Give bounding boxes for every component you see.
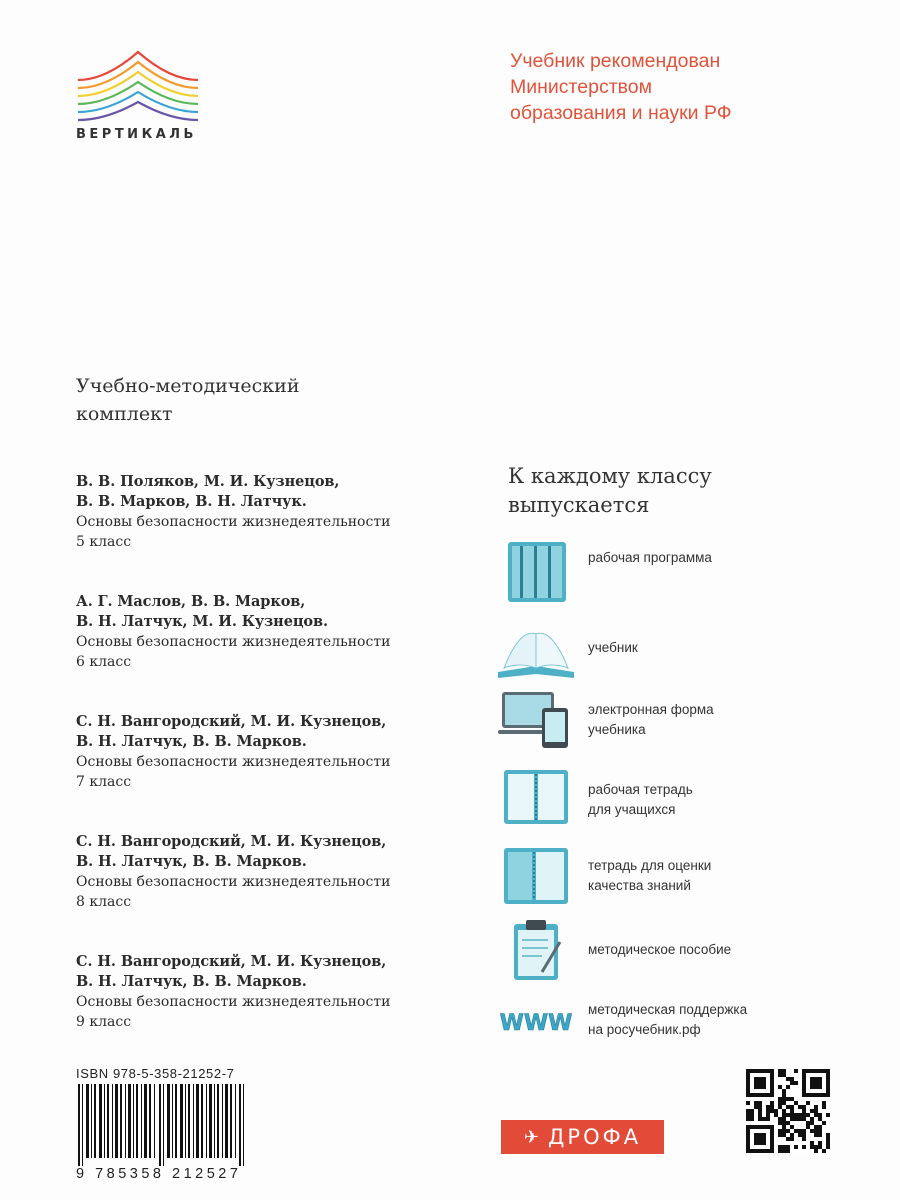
kit-subject: Основы безопасности жизнедеятельности [76, 514, 391, 530]
recommendation-line: образования и науки РФ [510, 102, 732, 124]
publisher-name: ДРОФА [548, 1125, 642, 1149]
kit-item [76, 472, 436, 592]
notebook-icon [496, 844, 576, 908]
kit-item [76, 592, 436, 712]
kit-item [76, 832, 436, 952]
kit-title-line: Учебно-методический [76, 375, 300, 397]
recommendation-line: Учебник рекомендован [510, 50, 721, 72]
kit-grade: 5 класс [76, 534, 132, 550]
kit-grade: 7 класс [76, 774, 132, 790]
kit-authors: В. В. Марков, В. Н. Латчук. [76, 493, 307, 510]
kit-grade: 9 класс [76, 1014, 132, 1030]
drofa-bird-icon: ✈ [523, 1126, 543, 1148]
product-label: методическая поддержка [588, 1002, 748, 1017]
qr-code-icon [746, 1069, 830, 1153]
product-item [496, 918, 826, 982]
logo-wordmark: ВЕРТИКАЛЬ [76, 127, 197, 142]
kit-grade: 8 класс [76, 894, 132, 910]
kit-authors: В. Н. Латчук, М. И. Кузнецов. [76, 613, 328, 630]
clipboard-icon [496, 918, 576, 982]
product-label: качества знаний [588, 878, 691, 893]
product-label: рабочая программа [588, 550, 712, 565]
isbn: ISBN 978-5-358-21252-7 [76, 1066, 235, 1081]
kit-authors: В. В. Поляков, М. И. Кузнецов, [76, 473, 340, 490]
kit-subject: Основы безопасности жизнедеятельности [76, 634, 391, 650]
kit-item [76, 712, 436, 832]
workbook-icon [496, 764, 576, 828]
recommendation-line: Министерством [510, 76, 653, 98]
recommendation-text [510, 48, 830, 126]
release-title [508, 462, 808, 520]
release-title-line: К каждому классу [508, 464, 712, 488]
kit-title [76, 372, 376, 428]
kit-authors: В. Н. Латчук, В. В. Марков. [76, 733, 307, 750]
kit-subject: Основы безопасности жизнедеятельности [76, 994, 391, 1010]
product-item [496, 540, 826, 604]
kit-authors: С. Н. Вангородский, М. И. Кузнецов, [76, 833, 387, 850]
product-item [496, 620, 826, 684]
open-book-icon [496, 620, 576, 684]
release-title-line: выпускается [508, 493, 650, 517]
product-item [496, 990, 826, 1054]
barcode-icon [76, 1084, 250, 1166]
kit-title-line: комплект [76, 403, 173, 425]
kit-authors: А. Г. Маслов, В. В. Марков, [76, 593, 306, 610]
publisher-logo [501, 1120, 664, 1154]
kit-authors: С. Н. Вангородский, М. И. Кузнецов, [76, 953, 387, 970]
svg-text:WWW: WWW [499, 1011, 573, 1036]
product-label: электронная форма [588, 702, 714, 717]
barcode-digits: 9 785358 212527 [76, 1166, 242, 1182]
kit-authors: В. Н. Латчук, В. В. Марков. [76, 853, 307, 870]
kit-subject: Основы безопасности жизнедеятельности [76, 874, 391, 890]
product-label: на росучебник.рф [588, 1022, 701, 1037]
product-label: для учащихся [588, 802, 676, 817]
binder-icon [496, 540, 576, 604]
product-item [496, 764, 826, 828]
kit-list [76, 472, 436, 1072]
product-label: рабочая тетрадь [588, 782, 693, 797]
kit-subject: Основы безопасности жизнедеятельности [76, 754, 391, 770]
kit-grade: 6 класс [76, 654, 132, 670]
product-label: учебник [588, 640, 638, 655]
kit-authors: С. Н. Вангородский, М. И. Кузнецов, [76, 713, 387, 730]
devices-icon [496, 688, 576, 752]
product-label: учебника [588, 722, 646, 737]
kit-item [76, 952, 436, 1072]
kit-authors: В. Н. Латчук, В. В. Марков. [76, 973, 307, 990]
product-label: тетрадь для оценки [588, 858, 712, 873]
product-item [496, 844, 826, 908]
product-item [496, 688, 826, 752]
www-icon [496, 990, 576, 1054]
product-label: методическое пособие [588, 942, 732, 957]
